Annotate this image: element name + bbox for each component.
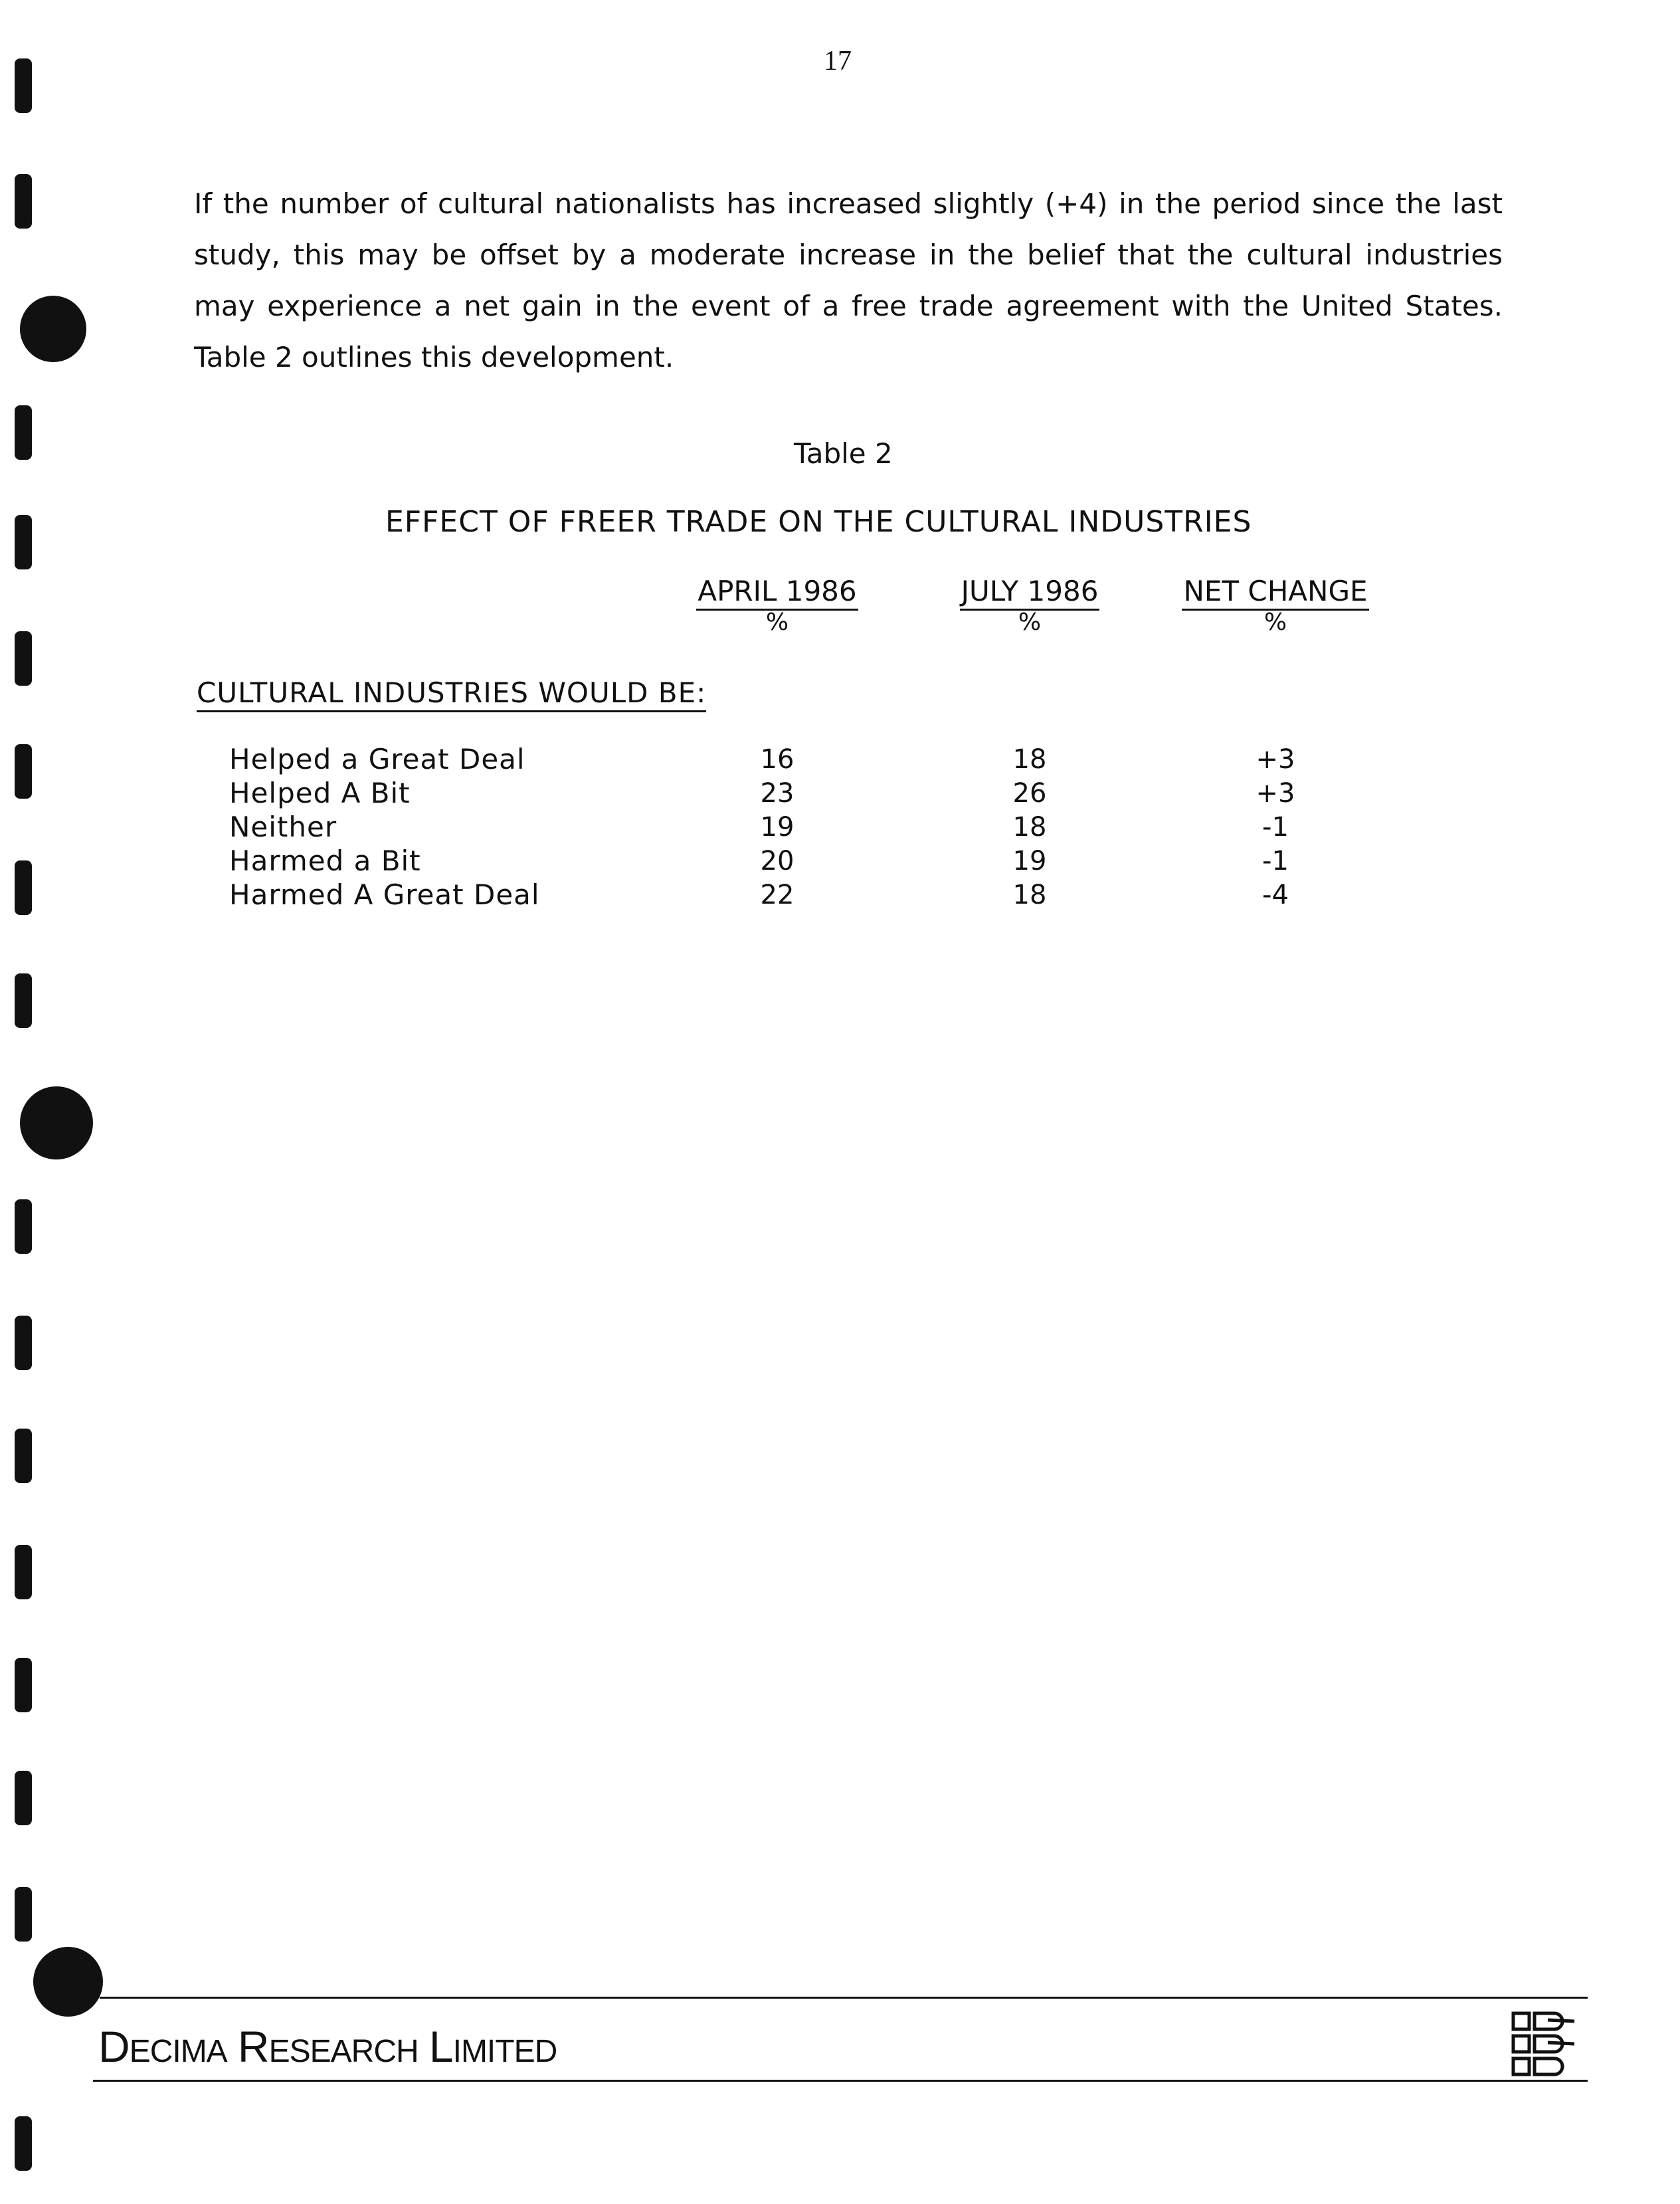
binder-mark [15, 1887, 32, 1942]
brand-letter: D [98, 2022, 130, 2071]
column-header-label: NET CHANGE [1182, 575, 1368, 611]
cell-april: 22 [760, 880, 794, 910]
table-title: EFFECT OF FREER TRADE ON THE CULTURAL INDUSTRIES [385, 505, 1252, 539]
body-paragraph: If the number of cultural nationalists has increased slightly (+4) in the period since the last study, this may be offset by a moderate increase in the belief that the cultural industries may experience a net gain in the event of a free trade agreement with the United States. Table 2 outlines this development. [194, 187, 1503, 373]
section-label: CULTURAL INDUSTRIES WOULD BE: [197, 676, 706, 712]
footer-brand-name [98, 2021, 557, 2072]
binder-hole [20, 1086, 93, 1159]
binder-mark [15, 1658, 32, 1712]
cell-net-change: -4 [1262, 880, 1289, 910]
binder-mark [15, 1771, 32, 1825]
binder-mark [15, 405, 32, 460]
binder-mark [15, 973, 32, 1028]
cell-july: 26 [1012, 778, 1047, 809]
cell-april: 19 [760, 812, 794, 843]
row-label: Helped A Bit [229, 777, 411, 809]
cell-net-change: -1 [1262, 812, 1289, 843]
brand-letters: ECIMA [129, 2034, 227, 2069]
brand-letters: IMITED [452, 2034, 557, 2069]
binder-hole [33, 1947, 103, 2017]
row-label: Harmed A Great Deal [229, 878, 540, 911]
cell-net-change: +3 [1256, 778, 1295, 809]
column-header-july [940, 575, 1119, 636]
row-label: Neither [229, 811, 337, 843]
brand-letter: L [428, 2022, 453, 2071]
footer-rule-top [100, 1997, 1588, 1999]
cell-july: 18 [1012, 744, 1047, 775]
cell-net-change: +3 [1256, 744, 1295, 775]
binder-mark [15, 515, 32, 569]
binder-mark [15, 631, 32, 686]
binder-mark [15, 1316, 32, 1370]
column-header-unit: % [1263, 609, 1287, 636]
binder-mark [15, 1199, 32, 1254]
cell-july: 18 [1012, 880, 1047, 910]
binder-mark [15, 860, 32, 915]
page-number: 17 [824, 46, 852, 76]
row-label: Harmed a Bit [229, 845, 421, 877]
binder-mark [15, 2116, 32, 2171]
binder-mark [15, 1545, 32, 1599]
row-label: Helped a Great Deal [229, 743, 525, 775]
cell-july: 19 [1012, 846, 1047, 876]
cell-july: 18 [1012, 812, 1047, 843]
decima-logo-icon [1508, 2007, 1581, 2080]
column-header-unit: % [765, 609, 789, 636]
binder-mark [15, 174, 32, 229]
table-label: Table 2 [794, 437, 893, 470]
column-header-net-change [1169, 575, 1382, 636]
brand-letter: R [237, 2022, 269, 2071]
column-header-label: JULY 1986 [960, 575, 1100, 611]
column-header-label: APRIL 1986 [696, 575, 858, 611]
footer-rule-bottom [93, 2080, 1588, 2082]
binder-mark [15, 1429, 32, 1483]
column-header-unit: % [1018, 609, 1042, 636]
brand-letters: ESEARCH [268, 2034, 419, 2069]
binder-mark [15, 744, 32, 799]
cell-april: 23 [760, 778, 794, 809]
cell-net-change: -1 [1262, 846, 1289, 876]
binder-hole [20, 296, 86, 362]
column-header-april [688, 575, 867, 636]
binder-mark [15, 58, 32, 113]
cell-april: 16 [760, 744, 794, 775]
cell-april: 20 [760, 846, 794, 876]
